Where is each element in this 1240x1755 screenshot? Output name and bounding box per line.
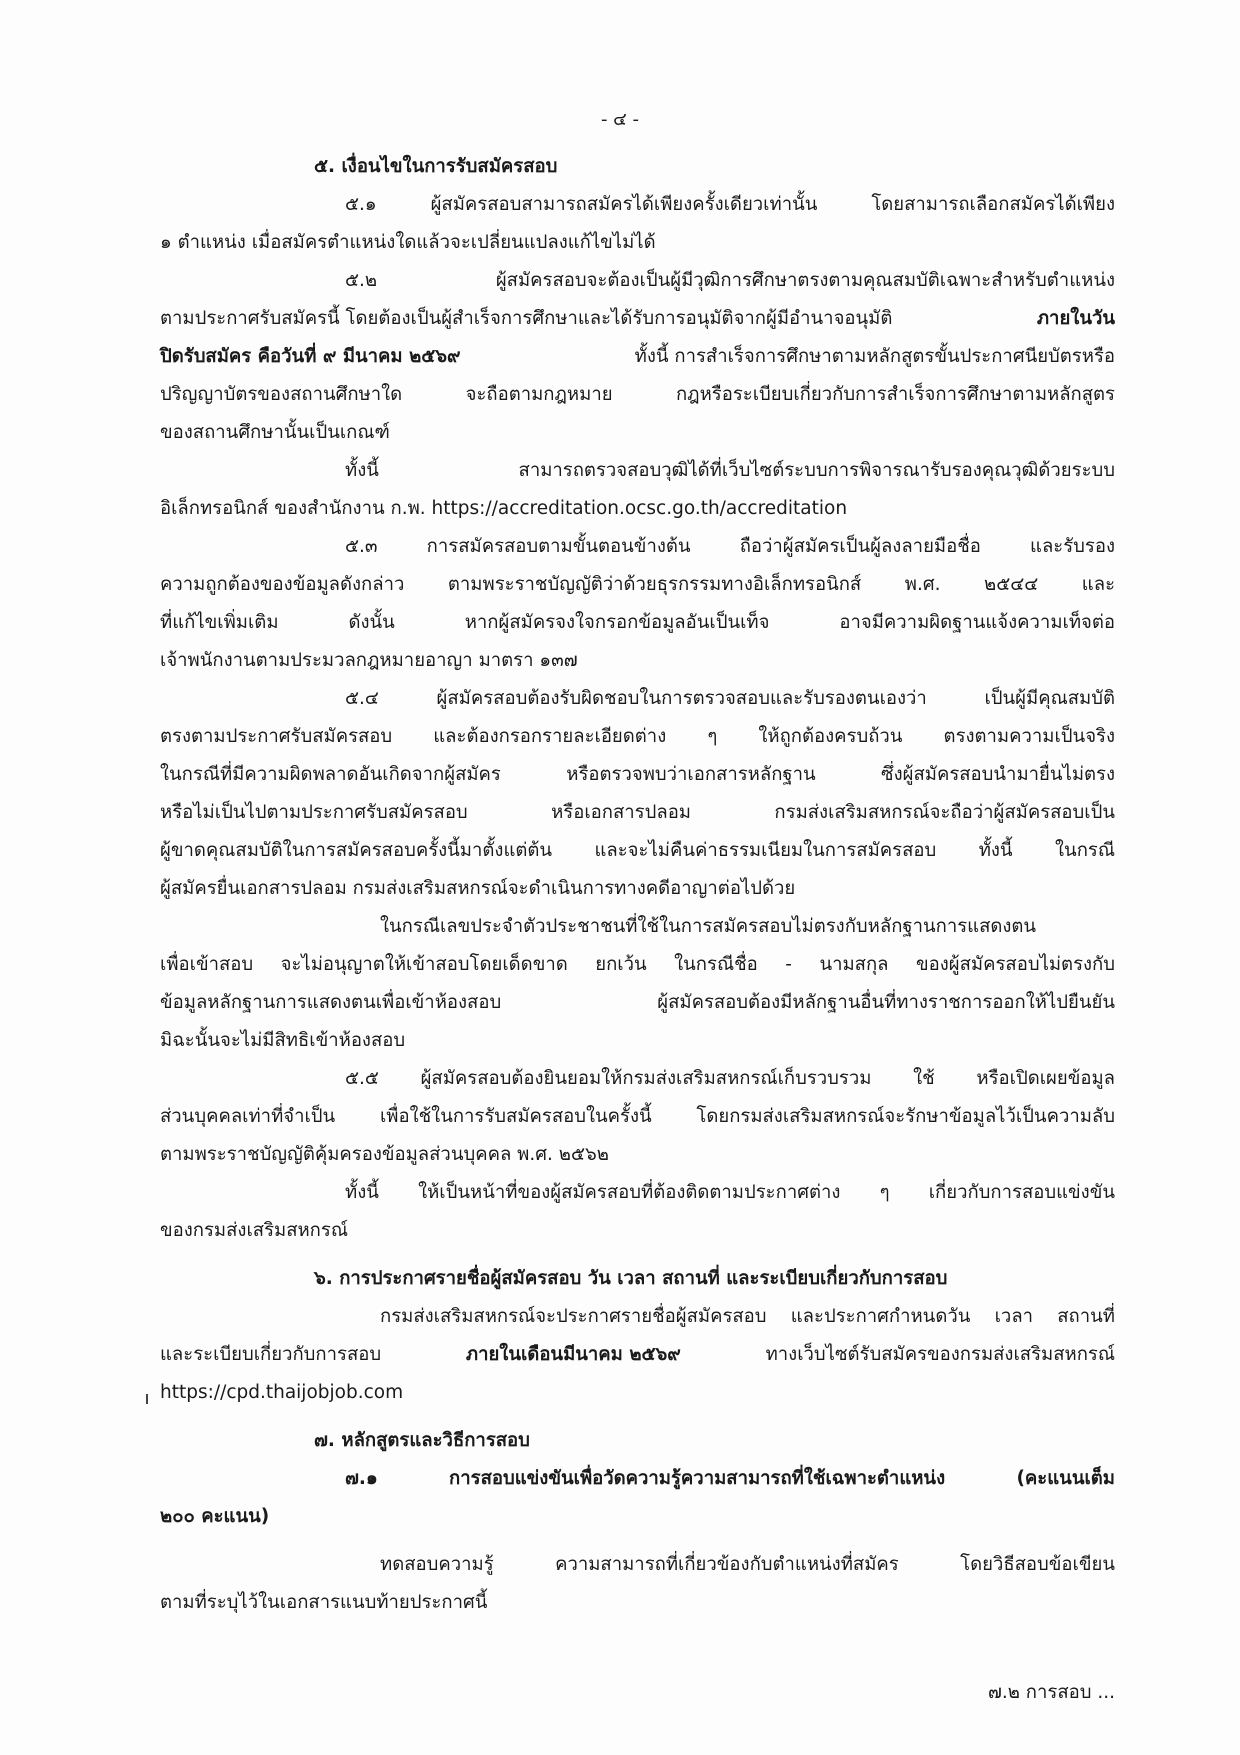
para-5-2-line-2 <box>160 306 1115 332</box>
para-6-announce-date-bold: ภายในเดือนมีนาคม ๒๕๖๙ <box>465 1344 681 1365</box>
para-5-2-close-date-bold: ปิดรับสมัคร คือวันที่ ๙ มีนาคม ๒๕๖๙ <box>160 346 461 367</box>
para-5-2-line-4: ปริญญาบัตรของสถานศึกษาใด จะถือตามกฎหมาย กฎหรือระเบียบเกี่ยวกับการสำเร็จการศึกษาตามหลักสูตร <box>160 384 1115 405</box>
para-5-4-line-6: ผู้สมัครยื่นเอกสารปลอม กรมส่งเสริมสหกรณ์จะดำเนินการทางคดีอาญาต่อไปด้วย <box>160 878 796 899</box>
para-5-2-line-1: ๕.๒ ผู้สมัครสอบจะต้องเป็นผู้มีวุฒิการศึกษาตรงตามคุณสมบัติเฉพาะสำหรับตำแหน่ง <box>345 270 1115 291</box>
para-5-2-line-3 <box>160 344 1115 370</box>
para-5-2b-line-1: ทั้งนี้ สามารถตรวจสอบวุฒิได้ที่เว็บไซต์ระบบการพิจารณารับรองคุณวุฒิด้วยระบบ <box>345 460 1115 481</box>
para-5-4-line-1: ๕.๔ ผู้สมัครสอบต้องรับผิดชอบในการตรวจสอบและรับรองตนเองว่า เป็นผู้มีคุณสมบัติ <box>345 688 1115 709</box>
para-5-2-line-5: ของสถานศึกษานั้นเป็นเกณฑ์ <box>160 422 390 443</box>
para-5-5b-line-1: ทั้งนี้ ให้เป็นหน้าที่ของผู้สมัครสอบที่ต้องติดตามประกาศต่าง ๆ เกี่ยวกับการสอบแข่งขัน <box>345 1182 1115 1203</box>
para-5-5-line-2: ส่วนบุคคลเท่าที่จำเป็น เพื่อใช้ในการรับสมัครสอบในครั้งนี้ โดยกรมส่งเสริมสหกรณ์จะรักษาข้อมูลไว้เป็นความลับ <box>160 1106 1115 1127</box>
para-5-3-line-4: เจ้าพนักงานตามประมวลกฎหมายอาญา มาตรา ๑๓๗ <box>160 650 578 671</box>
para-6-line-1: กรมส่งเสริมสหกรณ์จะประกาศรายชื่อผู้สมัครสอบ และประกาศกำหนดวัน เวลา สถานที่ <box>380 1306 1115 1327</box>
para-5-3-line-3: ที่แก้ไขเพิ่มเติม ดังนั้น หากผู้สมัครจงใจกรอกข้อมูลอันเป็นเท็จ อาจมีความผิดฐานแจ้งความเท็จต่อ <box>160 612 1115 633</box>
para-5-4-line-2: ตรงตามประกาศรับสมัครสอบ และต้องกรอกรายละเอียดต่าง ๆ ให้ถูกต้องครบถ้วน ตรงตามความเป็นจริง <box>160 726 1115 747</box>
para-5-2-line-2-text: ตามประกาศรับสมัครนี้ โดยต้องเป็นผู้สำเร็จการศึกษาและได้รับการอนุมัติจากผู้มีอำนาจอนุมัติ <box>160 308 893 329</box>
section-7-heading: ๗. หลักสูตรและวิธีการสอบ <box>314 1430 530 1451</box>
para-5-2-line-3-text: ทั้งนี้ การสำเร็จการศึกษาตามหลักสูตรขั้นประกาศนียบัตรหรือ <box>634 346 1115 367</box>
para-5-1-line-2: ๑ ตำแหน่ง เมื่อสมัครตำแหน่งใดแล้วจะเปลี่ยนแปลงแก้ไขไม่ได้ <box>160 232 656 253</box>
para-5-4b-line-1: ในกรณีเลขประจำตัวประชาชนที่ใช้ในการสมัครสอบไม่ตรงกับหลักฐานการแสดงตน <box>380 916 1037 937</box>
para-5-4b-line-3: ข้อมูลหลักฐานการแสดงตนเพื่อเข้าห้องสอบ ผู้สมัครสอบต้องมีหลักฐานอื่นที่ทางราชการออกให้ไปยืนยัน <box>160 992 1115 1013</box>
section-6-heading: ๖. การประกาศรายชื่อผู้สมัครสอบ วัน เวลา สถานที่ และระเบียบเกี่ยวกับการสอบ <box>314 1268 948 1289</box>
para-5-4-line-4: หรือไม่เป็นไปตามประกาศรับสมัครสอบ หรือเอกสารปลอม กรมส่งเสริมสหกรณ์จะถือว่าผู้สมัครสอบเป็น <box>160 802 1115 823</box>
application-website-link[interactable]: https://cpd.thaijobjob.com <box>160 1382 404 1403</box>
para-5-5b-line-2: ของกรมส่งเสริมสหกรณ์ <box>160 1220 348 1241</box>
subsection-7-1-line-2: ๒๐๐ คะแนน) <box>160 1506 270 1527</box>
para-5-4b-line-4: มิฉะนั้นจะไม่มีสิทธิเข้าห้องสอบ <box>160 1030 406 1051</box>
para-5-3-line-1: ๕.๓ การสมัครสอบตามขั้นตอนข้างต้น ถือว่าผู้สมัครเป็นผู้ลงลายมือชื่อ และรับรอง <box>345 536 1115 557</box>
continuation-note: ๗.๒ การสอบ ... <box>987 1682 1115 1703</box>
para-5-4b-line-2: เพื่อเข้าสอบ จะไม่อนุญาตให้เข้าสอบโดยเด็ดขาด ยกเว้น ในกรณีชื่อ - นามสกุล ของผู้สมัครสอบไม่ตรงกับ <box>160 954 1115 975</box>
para-5-2b-line-2: อิเล็กทรอนิกส์ ของสำนักงาน ก.พ. https://accreditation.ocsc.go.th/accreditation <box>160 498 848 519</box>
para-6-line-2-text-a: และระเบียบเกี่ยวกับการสอบ <box>160 1344 382 1365</box>
scan-mark <box>146 1394 148 1404</box>
page-number: - ๔ - <box>600 109 640 130</box>
para-5-1-line-1: ๕.๑ ผู้สมัครสอบสามารถสมัครได้เพียงครั้งเดียวเท่านั้น โดยสามารถเลือกสมัครได้เพียง <box>345 194 1115 215</box>
para-6-line-2-text-c: ทางเว็บไซต์รับสมัครของกรมส่งเสริมสหกรณ์ <box>765 1344 1115 1365</box>
section-5-heading: ๕. เงื่อนไขในการรับสมัครสอบ <box>314 156 558 177</box>
para-5-5-line-1: ๕.๕ ผู้สมัครสอบต้องยินยอมให้กรมส่งเสริมสหกรณ์เก็บรวบรวม ใช้ หรือเปิดเผยข้อมูล <box>345 1068 1115 1089</box>
para-7-1-line-1: ทดสอบความรู้ ความสามารถที่เกี่ยวข้องกับตำแหน่งที่สมัคร โดยวิธีสอบข้อเขียน <box>380 1554 1115 1575</box>
para-6-line-2 <box>160 1342 1115 1368</box>
subsection-7-1-line-1: ๗.๑ การสอบแข่งขันเพื่อวัดความรู้ความสามารถที่ใช้เฉพาะตำแหน่ง (คะแนนเต็ม <box>345 1468 1115 1489</box>
para-5-4-line-3: ในกรณีที่มีความผิดพลาดอันเกิดจากผู้สมัคร หรือตรวจพบว่าเอกสารหลักฐาน ซึ่งผู้สมัครสอบนำมายื่นไม่ตรง <box>160 764 1115 785</box>
para-5-5-line-3: ตามพระราชบัญญัติคุ้มครองข้อมูลส่วนบุคคล พ.ศ. ๒๕๖๒ <box>160 1144 609 1165</box>
para-7-1-line-2: ตามที่ระบุไว้ในเอกสารแนบท้ายประกาศนี้ <box>160 1592 488 1613</box>
para-5-2-deadline-bold: ภายในวัน <box>1036 308 1115 329</box>
para-5-4-line-5: ผู้ขาดคุณสมบัติในการสมัครสอบครั้งนี้มาตั้งแต่ต้น และจะไม่คืนค่าธรรมเนียมในการสมัครสอบ ทั้งนี้ ในกรณี <box>160 840 1115 861</box>
para-5-3-line-2: ความถูกต้องของข้อมูลดังกล่าว ตามพระราชบัญญัติว่าด้วยธุรกรรมทางอิเล็กทรอนิกส์ พ.ศ. ๒๕๔๔ และ <box>160 574 1115 595</box>
